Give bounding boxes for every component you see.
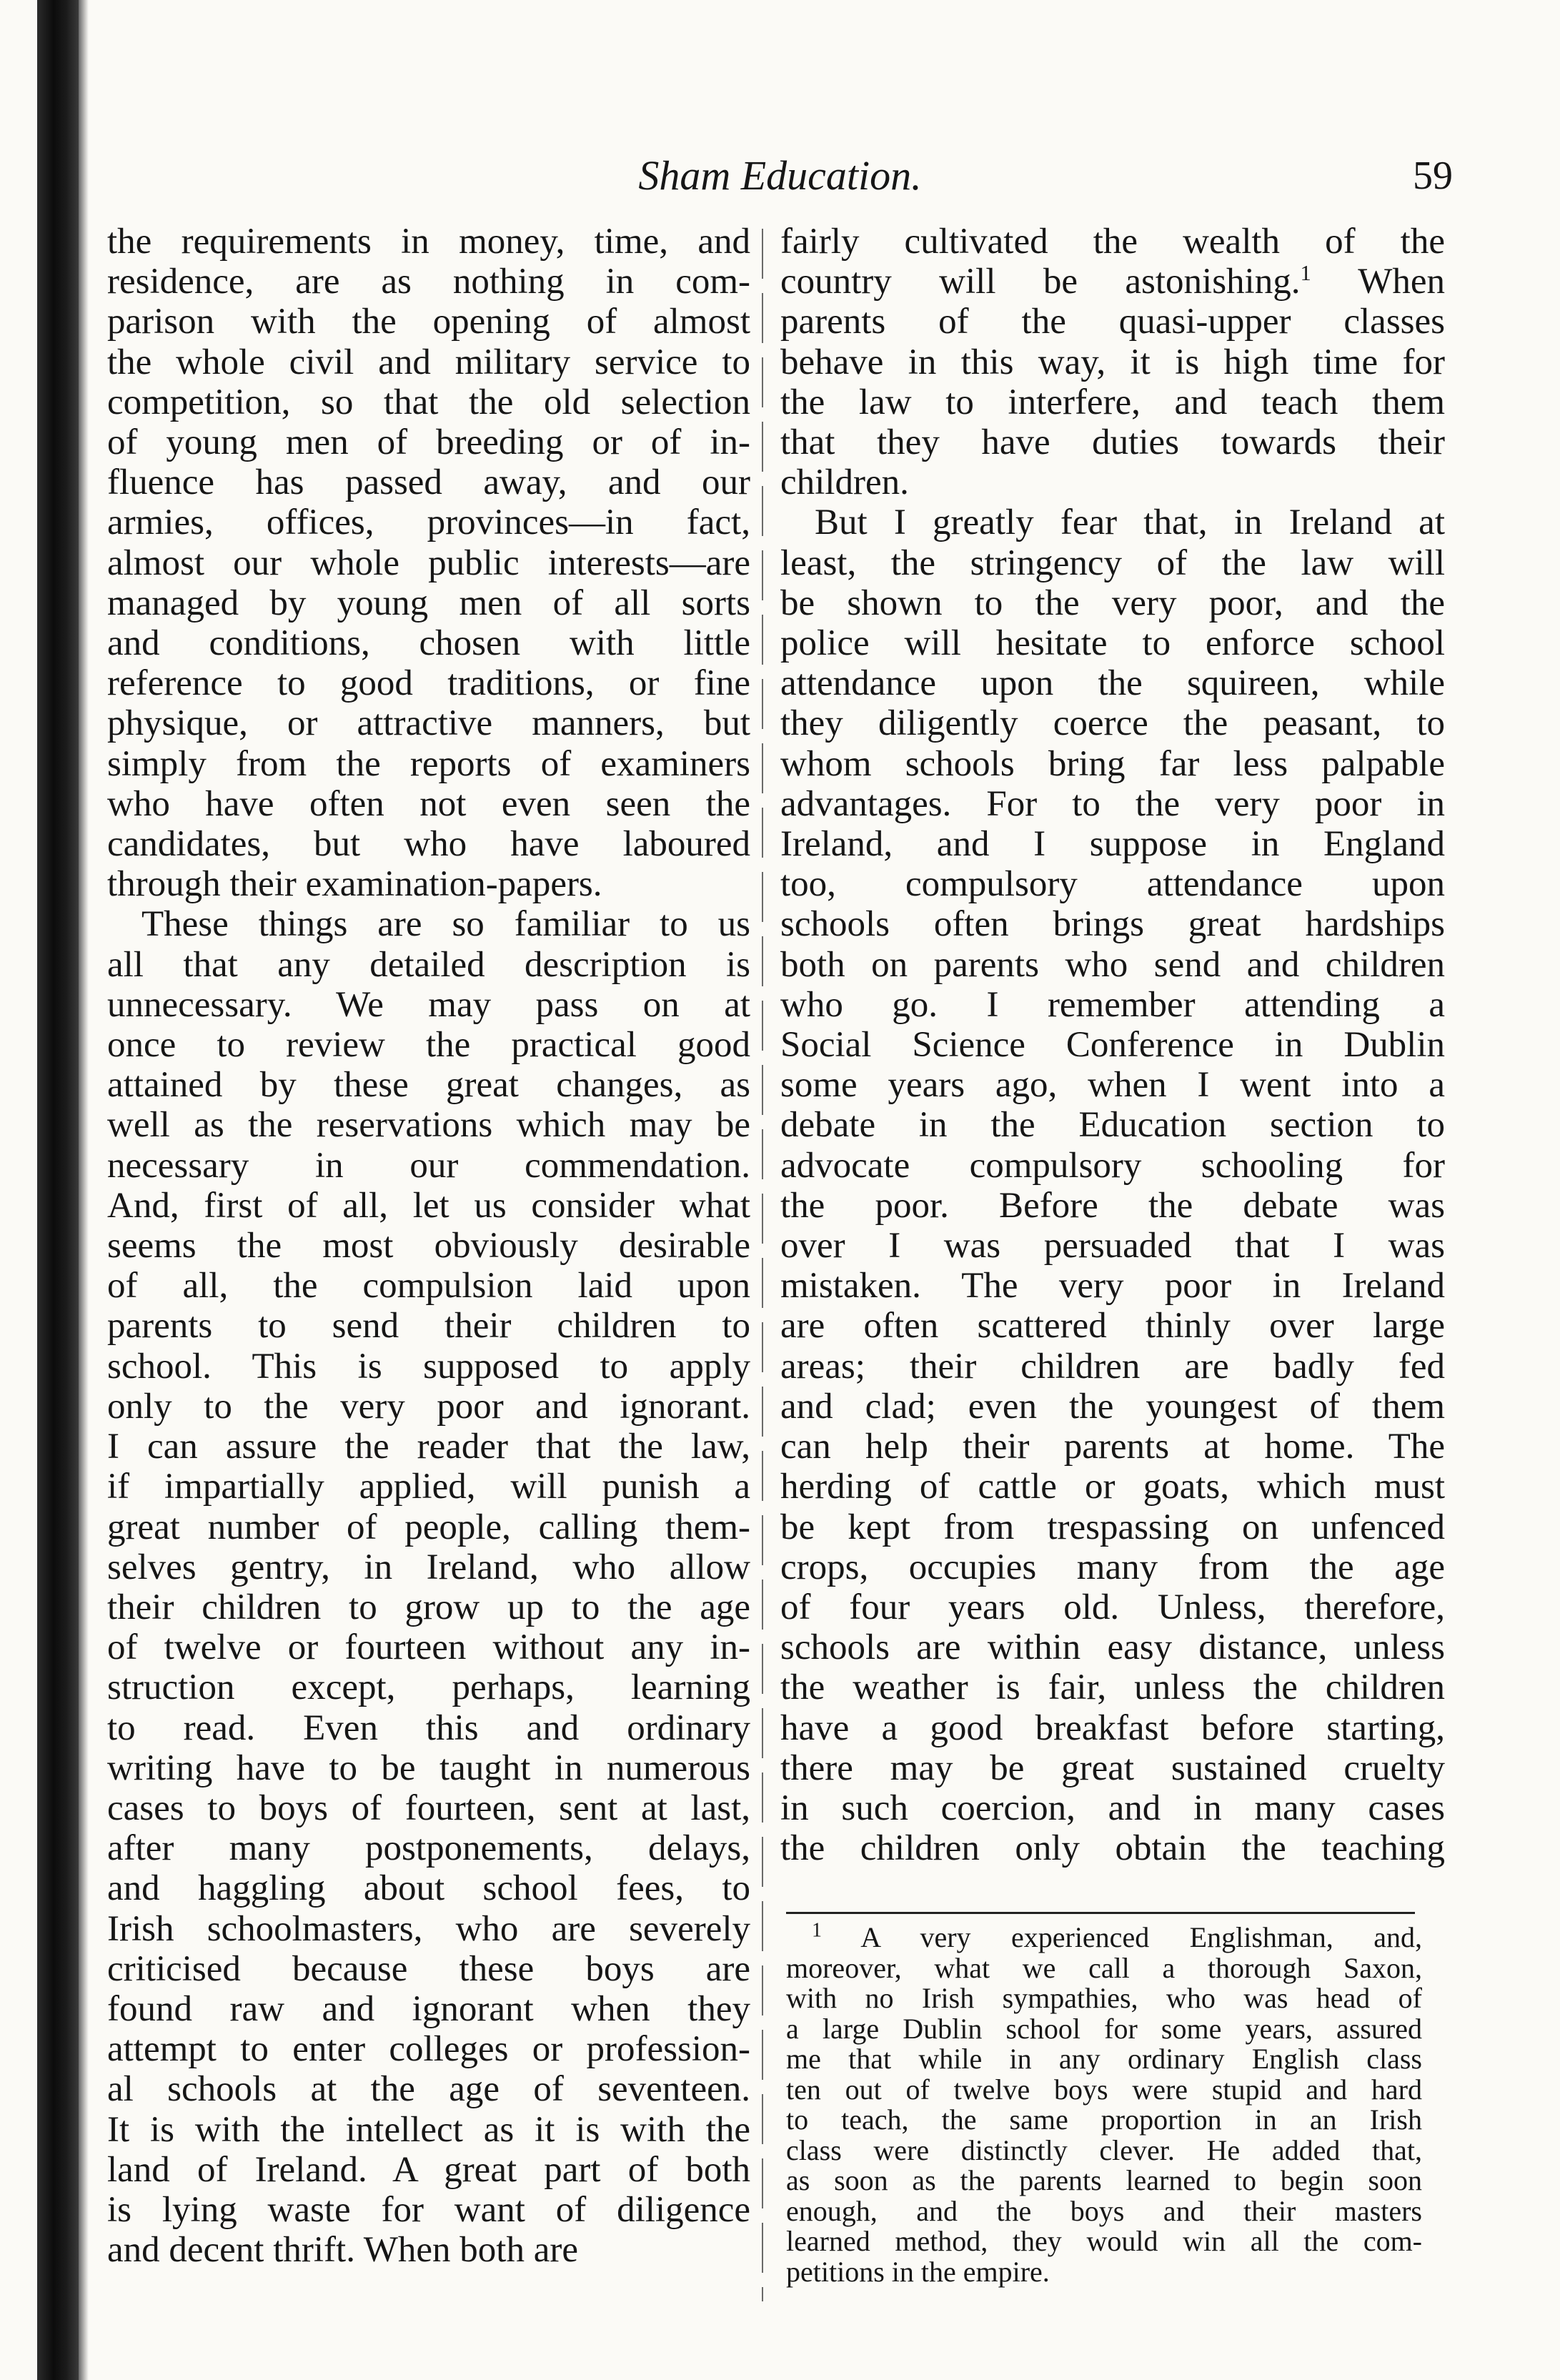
footnote-block [786, 1919, 1422, 2288]
text-line: managed by young men of all sorts [107, 582, 750, 623]
footnote-line: enough, and the boys and their masters [786, 2194, 1422, 2227]
text-line: school. This is supposed to apply [107, 1346, 750, 1387]
spine-edge-gradient [79, 0, 89, 2380]
text-line: debate in the Education section to [780, 1105, 1445, 1146]
text-line: the whole civil and military service to [107, 342, 750, 382]
text-line: and decent thrift. When both are [107, 2230, 578, 2271]
text-line: residence, are as nothing in com- [107, 262, 750, 302]
text-line: who have often not even seen the [107, 783, 750, 824]
text-line: country will be astonishing.$^1$ When [780, 261, 1445, 302]
text-line: who go. I remember attending a [780, 984, 1445, 1025]
text-line: children. [780, 462, 909, 503]
text-line: of four years old. Unless, therefore, [780, 1587, 1445, 1627]
text-line: the weather is fair, unless the children [780, 1667, 1445, 1708]
text-line: the law to interfere, and teach them [780, 382, 1445, 422]
text-line: seems the most obviously desirable [107, 1226, 750, 1266]
text-line: to read. Even this and ordinary [107, 1707, 750, 1748]
footnote-reference: 1 [1300, 261, 1311, 286]
text-line: be kept from trespassing on unfenced [780, 1507, 1445, 1547]
text-line: competition, so that the old selection [107, 382, 750, 422]
column-divider [762, 229, 763, 2301]
footnote-line: to teach, the same proportion in an Irish [786, 2103, 1422, 2136]
text-line: too, compulsory attendance upon [780, 864, 1445, 905]
book-spine-shadow [37, 0, 79, 2380]
text-line-tail: When [1358, 262, 1445, 302]
text-line: writing have to be taught in numerous [107, 1747, 750, 1788]
text-line: schools often brings great hardships [780, 904, 1445, 945]
text-line: the poor. Before the debate was [780, 1185, 1445, 1226]
text-line: armies, offices, provinces—in fact, [107, 502, 750, 543]
text-line: of all, the compulsion laid upon [107, 1266, 750, 1306]
text-line: It is with the intellect as it is with the [107, 2109, 750, 2150]
text-line: is lying waste for want of diligence [107, 2189, 750, 2230]
text-line: selves gentry, in Ireland, who allow [107, 1547, 750, 1587]
text-line: advocate compulsory schooling for [780, 1145, 1445, 1186]
text-line: police will hesitate to enforce school [780, 623, 1445, 664]
text-line: and conditions, chosen with little [107, 623, 750, 664]
text-line: parison with the opening of almost [107, 302, 750, 342]
text-line: can help their parents at home. The [780, 1427, 1445, 1467]
footnote-line: a large Dublin school for some years, assured [786, 2012, 1422, 2045]
text-line: advantages. For to the very poor in [780, 783, 1445, 824]
text-line: I can assure the reader that the law, [107, 1427, 750, 1467]
text-line: fluence has passed away, and our [107, 462, 750, 503]
text-line: schools are within easy distance, unless [780, 1627, 1445, 1668]
text-line: But I greatly fear that, in Ireland at [815, 502, 1445, 543]
text-line: And, first of all, let us consider what [107, 1185, 750, 1226]
text-line: parents to send their children to [107, 1306, 750, 1347]
text-line: once to review the practical good [107, 1025, 750, 1066]
text-line: mistaken. The very poor in Ireland [780, 1266, 1445, 1306]
text-line: are often scattered thinly over large [780, 1306, 1445, 1347]
text-line: struction except, perhaps, learning [107, 1667, 750, 1708]
text-line: their children to grow up to the age [107, 1587, 750, 1627]
text-line: there may be great sustained cruelty [780, 1747, 1445, 1788]
text-line: and haggling about school fees, to [107, 1868, 750, 1909]
text-line: well as the reservations which may be [107, 1105, 750, 1146]
text-line: areas; their children are badly fed [780, 1346, 1445, 1387]
text-line: unnecessary. We may pass on at [107, 984, 750, 1025]
text-line: attendance upon the squireen, while [780, 663, 1445, 704]
text-line: both on parents who send and children [780, 944, 1445, 985]
footnote-line: ten out of twelve boys were stupid and hard [786, 2073, 1422, 2106]
text-line: physique, or attractive manners, but [107, 703, 750, 744]
text-line: of twelve or fourteen without any in- [107, 1627, 750, 1668]
text-line: over I was persuaded that I was [780, 1226, 1445, 1266]
footnote-rule [786, 1912, 1415, 1914]
text-line: of young men of breeding or of in- [107, 422, 750, 463]
page-number: 59 [1413, 154, 1453, 198]
footnote-line: with no Irish sympathies, who was head of [786, 1982, 1422, 2014]
text-line: herding of cattle or goats, which must [780, 1467, 1445, 1507]
text-line: necessary in our commendation. [107, 1145, 750, 1186]
text-line: attained by these great changes, as [107, 1065, 750, 1106]
text-line: great number of people, calling them- [107, 1507, 750, 1547]
text-line: reference to good traditions, or fine [107, 663, 750, 704]
text-line: simply from the reports of examiners [107, 743, 750, 784]
text-line: that they have duties towards their [780, 422, 1445, 463]
footnote-line: moreover, what we call a thorough Saxon, [786, 1951, 1422, 1984]
text-line: Social Science Conference in Dublin [780, 1025, 1445, 1066]
text-line: they diligently coerce the peasant, to [780, 703, 1445, 744]
text-line: some years ago, when I went into a [780, 1065, 1445, 1106]
text-line: criticised because these boys are [107, 1948, 750, 1989]
text-line: Ireland, and I suppose in England [780, 824, 1445, 865]
footnote-marker: 1 [812, 1919, 822, 1942]
footnote-line: $^1$ A very experienced Englishman, and, [812, 1919, 1422, 1953]
footnote-line: learned method, they would win all the com- [786, 2225, 1422, 2257]
text-line: behave in this way, it is high time for [780, 342, 1445, 382]
right-text-column [780, 222, 1445, 1868]
text-line: parents of the quasi-upper classes [780, 302, 1445, 342]
text-line: cases to boys of fourteen, sent at last, [107, 1788, 750, 1828]
text-line: through their examination-papers. [107, 864, 602, 905]
text-line: found raw and ignorant when they [107, 1988, 750, 2029]
left-text-column [107, 222, 750, 2270]
text-line: whom schools bring far less palpable [780, 743, 1445, 784]
running-header-title: Sham Education. [638, 152, 922, 199]
text-line: after many postponements, delays, [107, 1828, 750, 1869]
footnote-line: petitions in the empire. [786, 2255, 1050, 2288]
text-line: least, the stringency of the law will [780, 542, 1445, 583]
text-line: be shown to the very poor, and the [780, 582, 1445, 623]
footnote-line: as soon as the parents learned to begin soon [786, 2164, 1422, 2196]
text-line: attempt to enter colleges or profession- [107, 2029, 750, 2070]
text-line: Irish schoolmasters, who are severely [107, 1908, 750, 1949]
text-line: land of Ireland. A great part of both [107, 2149, 750, 2190]
text-line: all that any detailed description is [107, 944, 750, 985]
text-line: if impartially applied, will punish a [107, 1467, 750, 1507]
text-line: the children only obtain the teaching [780, 1828, 1445, 1869]
text-line: only to the very poor and ignorant. [107, 1386, 750, 1427]
footnote-line: class were distinctly clever. He added that, [786, 2133, 1422, 2166]
text-line: candidates, but who have laboured [107, 824, 750, 865]
text-line: al schools at the age of seventeen. [107, 2069, 750, 2110]
text-line: crops, occupies many from the age [780, 1547, 1445, 1587]
text-line: These things are so familiar to us [141, 904, 750, 945]
text-line: and clad; even the youngest of them [780, 1386, 1445, 1427]
text-line: the requirements in money, time, and [107, 222, 750, 262]
text-line: in such coercion, and in many cases [780, 1788, 1445, 1828]
text-line: fairly cultivated the wealth of the [780, 222, 1445, 262]
footnote-line: me that while in any ordinary English class [786, 2043, 1422, 2075]
text-line: have a good breakfast before starting, [780, 1707, 1445, 1748]
text-line: almost our whole public interests—are [107, 542, 750, 583]
